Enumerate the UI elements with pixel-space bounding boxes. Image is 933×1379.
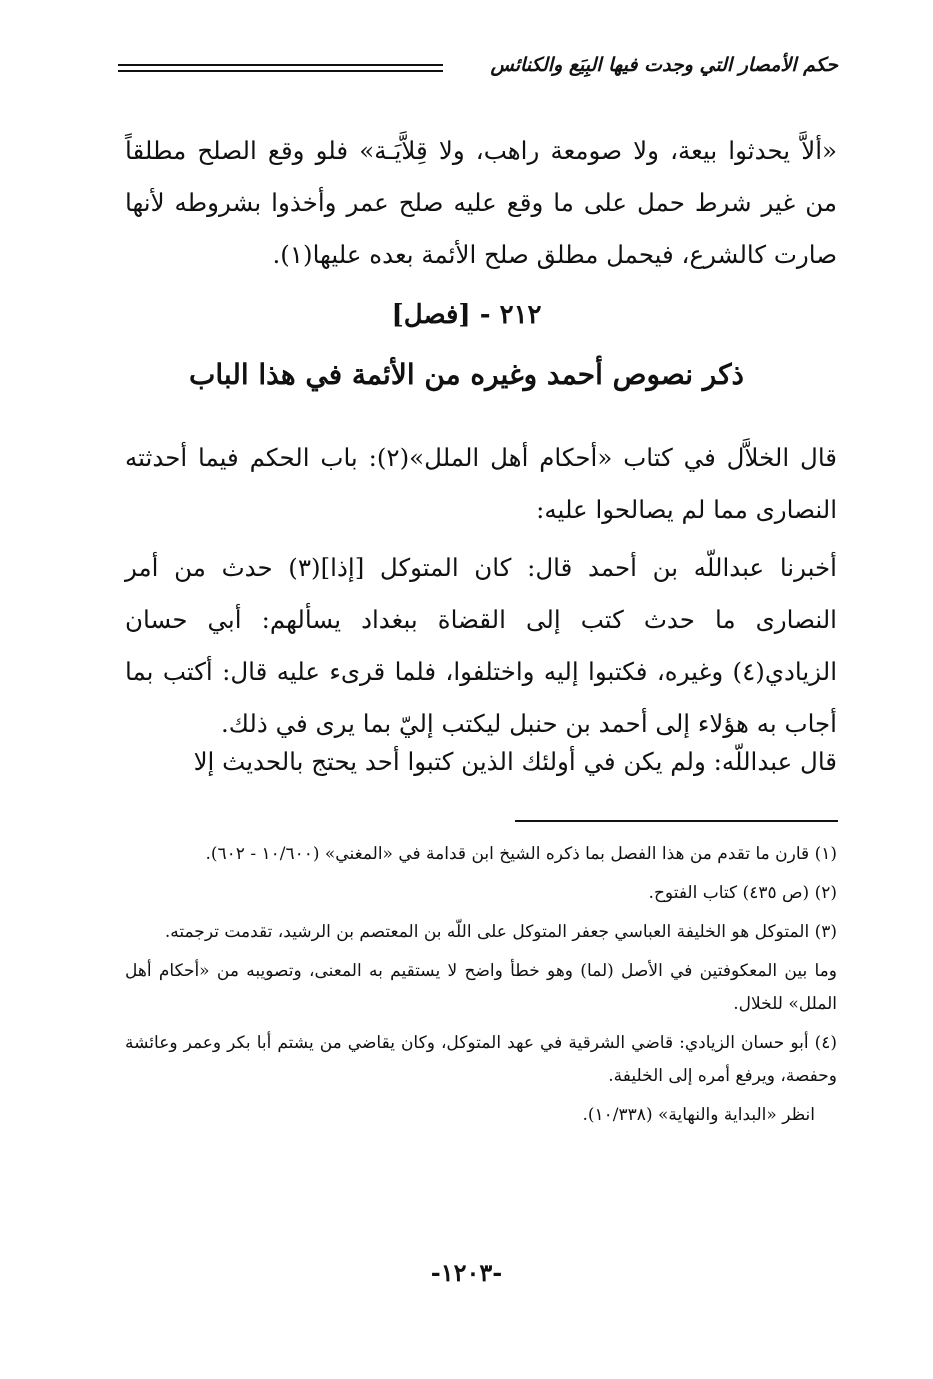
body-paragraph: قال عبداللّه: ولم يكن في أولئك الذين كتبوا أحد يحتج بالحديث إلا bbox=[193, 747, 837, 776]
footnote-1: (١) قارن ما تقدم من هذا الفصل بما ذكره الشيخ ابن قدامة في «المغني» (١٠/٦٠٠ - ٦٠٢). bbox=[205, 844, 837, 864]
footnote-3-note: وما بين المعكوفتين في الأصل (لما) وهو خطأ واضح لا يستقيم به المعنى، وتصويبه من «أحكام أهل الملل» للخلال. bbox=[125, 961, 837, 1014]
footnote-4: (٤) أبو حسان الزيادي: قاضي الشرقية في عهد المتوكل، وكان يقاضي من يشتم أبا بكر وعمر وعائشة وحفصة، ويرفع أمره إلى الخليفة. bbox=[125, 1033, 837, 1086]
running-header bbox=[118, 50, 838, 94]
footnote-4-reference: انظر «البداية والنهاية» (١٠/٣٣٨). bbox=[582, 1105, 815, 1125]
footnote-separator bbox=[515, 820, 838, 822]
footnote-2: (٢) (ص ٤٣٥) كتاب الفتوح. bbox=[648, 883, 837, 903]
body-paragraph: أخبرنا عبداللّه بن أحمد قال: كان المتوكل [إذا](٣) حدث من أمر النصارى ما حدث كتب إلى القضاة ببغداد يسألهم: أبي حسان الزيادي(٤) وغيره، فكتبوا إليه واختلفوا، فلما قرىء عليه قال: أكتب بما أجاب به هؤلاء إلى أحمد بن حنبل ليكتب إليّ بما يرى في ذلك. bbox=[125, 553, 837, 738]
header-rule-top bbox=[118, 64, 443, 66]
section-number: ٢١٢ - [فصل] bbox=[391, 300, 542, 330]
footnote-3: (٣) المتوكل هو الخليفة العباسي جعفر المتوكل على اللّه بن المعتصم بن الرشيد، تقدمت ترجمته. bbox=[164, 922, 837, 942]
page-number: -١٢٠٣- bbox=[430, 1258, 503, 1287]
footnotes bbox=[125, 838, 837, 1132]
intro-paragraph: «ألاَّ يحدثوا بيعة، ولا صومعة راهب، ولا قِلاَّيَـة» فلو وقع الصلح مطلقاً من غير شرط حمل على ما وقع عليه صلح عمر وأخذوا بشروطه لأنها صارت كالشرع، فيحمل مطلق صلح الأئمة بعده عليها(١). bbox=[125, 136, 837, 269]
body-paragraph: قال الخلاَّل في كتاب «أحكام أهل الملل»(٢): باب الحكم فيما أحدثته النصارى مما لم يصالحوا عليه: bbox=[125, 443, 837, 524]
header-rule-bottom bbox=[118, 70, 443, 72]
section-title: ذكر نصوص أحمد وغيره من الأئمة في هذا الباب bbox=[189, 358, 744, 391]
running-header-title: حكم الأمصار التي وجدت فيها البِيَع والكنائس bbox=[490, 54, 838, 76]
